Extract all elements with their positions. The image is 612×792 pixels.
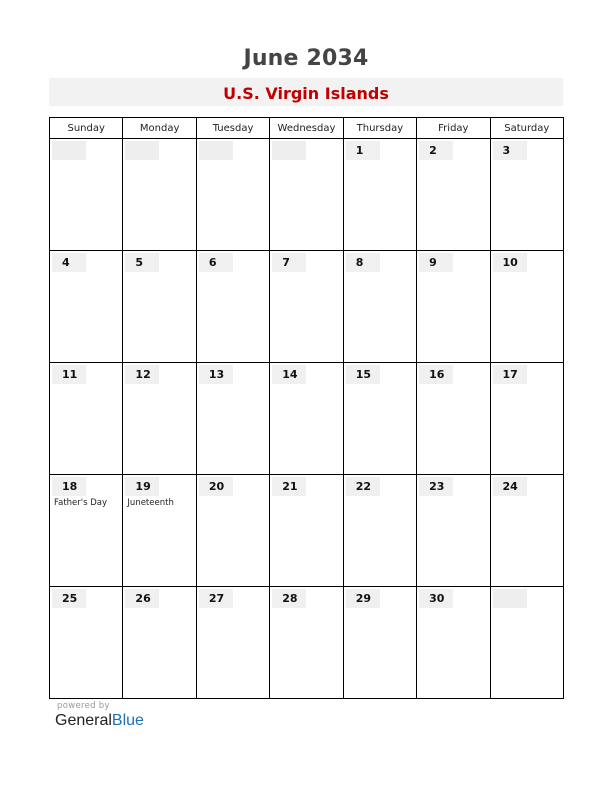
weekday-friday: Friday [417, 118, 490, 139]
day-cell [270, 251, 343, 363]
day-number: 5 [125, 253, 159, 272]
day-number: 25 [52, 589, 86, 608]
day-cell [417, 475, 490, 587]
day-number: 3 [493, 141, 527, 160]
day-cell [270, 363, 343, 475]
day-cell [490, 251, 563, 363]
day-cell [123, 363, 196, 475]
day-number: 18 [52, 477, 86, 496]
day-number: 23 [419, 477, 453, 496]
calendar-grid [49, 117, 564, 699]
week-row [50, 139, 564, 251]
day-cell [196, 251, 269, 363]
weekday-sunday: Sunday [50, 118, 123, 139]
day-number: 4 [52, 253, 86, 272]
day-cell [196, 475, 269, 587]
region-name: U.S. Virgin Islands [223, 84, 389, 103]
day-number: 12 [125, 365, 159, 384]
day-number: 27 [199, 589, 233, 608]
brand-general: General [55, 712, 112, 729]
week-row [50, 475, 564, 587]
day-number [272, 141, 306, 160]
day-cell [343, 251, 416, 363]
day-cell [417, 587, 490, 699]
day-cell [123, 139, 196, 251]
calendar-title: June 2034 [243, 46, 369, 71]
day-number: 30 [419, 589, 453, 608]
weekday-wednesday: Wednesday [270, 118, 343, 139]
day-cell [417, 363, 490, 475]
day-number: 17 [493, 365, 527, 384]
brand-blue: Blue [111, 712, 144, 729]
day-number: 10 [493, 253, 527, 272]
day-cell [490, 587, 563, 699]
day-number: 6 [199, 253, 233, 272]
day-cell [270, 139, 343, 251]
holiday-label: Juneteenth [127, 498, 174, 508]
day-cell [343, 363, 416, 475]
day-cell [490, 475, 563, 587]
day-cell [123, 475, 196, 587]
day-cell [50, 363, 123, 475]
day-number: 24 [493, 477, 527, 496]
weekday-header-row [50, 118, 564, 139]
day-cell [270, 587, 343, 699]
day-number: 16 [419, 365, 453, 384]
day-number: 7 [272, 253, 306, 272]
day-number: 19 [125, 477, 159, 496]
day-number: 29 [346, 589, 380, 608]
day-cell [343, 475, 416, 587]
generalblue-logo[interactable] [55, 712, 144, 730]
day-cell [343, 139, 416, 251]
day-number [199, 141, 233, 160]
day-cell [50, 475, 123, 587]
day-cell [270, 475, 343, 587]
week-row [50, 363, 564, 475]
day-number: 9 [419, 253, 453, 272]
day-cell [196, 587, 269, 699]
weekday-monday: Monday [123, 118, 196, 139]
day-cell [343, 587, 416, 699]
week-row [50, 587, 564, 699]
day-number: 28 [272, 589, 306, 608]
day-cell [50, 251, 123, 363]
day-number: 15 [346, 365, 380, 384]
day-cell [50, 587, 123, 699]
day-number [52, 141, 86, 160]
day-cell [196, 139, 269, 251]
day-cell [417, 251, 490, 363]
day-cell [490, 363, 563, 475]
day-cell [196, 363, 269, 475]
day-number: 14 [272, 365, 306, 384]
day-cell [417, 139, 490, 251]
day-number: 22 [346, 477, 380, 496]
holiday-label: Father's Day [54, 498, 108, 508]
day-number: 11 [52, 365, 86, 384]
day-number: 8 [346, 253, 380, 272]
day-number: 20 [199, 477, 233, 496]
day-number: 1 [346, 141, 380, 160]
powered-by-text: powered by [57, 701, 110, 711]
day-number: 26 [125, 589, 159, 608]
day-number: 21 [272, 477, 306, 496]
weekday-saturday: Saturday [490, 118, 563, 139]
day-number [493, 589, 527, 608]
day-cell [50, 139, 123, 251]
day-number: 2 [419, 141, 453, 160]
day-number: 13 [199, 365, 233, 384]
weekday-tuesday: Tuesday [196, 118, 269, 139]
day-number [125, 141, 159, 160]
weekday-thursday: Thursday [343, 118, 416, 139]
week-row [50, 251, 564, 363]
day-cell [123, 587, 196, 699]
day-cell [490, 139, 563, 251]
day-cell [123, 251, 196, 363]
